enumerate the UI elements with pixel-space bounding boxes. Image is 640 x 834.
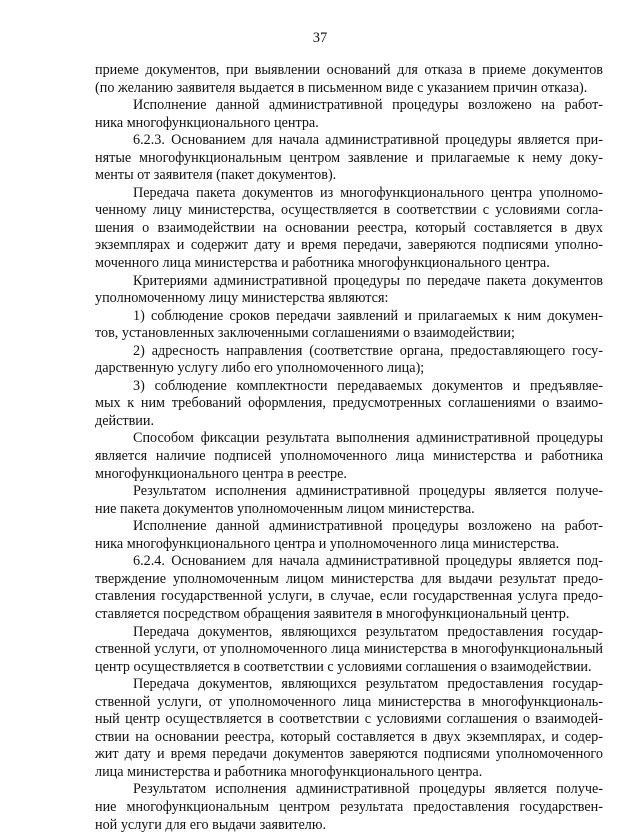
page-number: 37 [312,30,328,46]
paragraph [95,97,603,132]
text-line: менты от заявителя (пакет документов). [95,167,337,184]
text-line: 6.2.4. Основанием для начала административной процедуры является под- [133,553,603,570]
paragraph [95,132,603,185]
text-line: ной услуги для его выдачи заявителю. [95,816,327,833]
text-line: уполномоченному лицу министерства являются: [95,290,389,307]
text-line: Исполнение данной административной процедуры возложено на работ- [133,97,603,114]
text-line: шения о взаимодействии на основании реестра, который составляется в двух [95,219,603,236]
paragraph [95,553,603,623]
text-line: (по желанию заявителя выдается в письменном виде с указанием причин отказа). [95,79,588,96]
text-line: ставляется посредством обращения заявителя в многофункциональный центр. [95,605,570,622]
paragraph [95,308,603,343]
paragraph [95,518,603,553]
text-line: тов, установленных заключенными соглашениями о взаимодействии; [95,325,515,342]
text-line: 6.2.3. Основанием для начала административной процедуры является при- [133,132,603,149]
paragraph [95,624,603,677]
text-line: ствии на основании реестра, который составляется в двух экземплярах, и содер- [95,728,603,745]
paragraph [95,343,603,378]
text-line: ченному лицу министерства, осуществляется в соответствии с условиями согла- [95,202,603,219]
text-line: ставления государственной услуги, в случае, если государственная услуга предо- [95,588,603,605]
text-line: тверждение уполномоченным лицом министерства для выдачи результат предо- [95,570,603,587]
text-line: мых к ним требований оформления, предусмотренных соглашениями о взаимо- [95,395,603,412]
text-line: действии. [95,412,155,429]
paragraph [95,273,603,308]
text-line: ние пакета документов уполномоченным лицом министерства. [95,500,475,517]
text-line: Способом фиксации результата выполнения административной процедуры [133,430,603,447]
text-line: Исполнение данной административной процедуры возложено на работ- [133,518,603,535]
text-line: Передача документов, являющихся результатом предоставления государ- [133,623,603,640]
text-line: моченного лица министерства и работника многофункционального центра. [95,255,550,272]
text-line: Результатом исполнения административной процедуры является получе- [133,781,603,798]
text-line: ние многофункциональным центром результата предоставления государствен- [95,798,603,815]
text-line: ственной услуги, от уполномоченного лица министерства в многофункциональ- [95,693,603,710]
text-line: дарственную услугу либо его уполномоченного лица); [95,360,425,377]
paragraph [95,483,603,518]
text-line: ника многофункционального центра и уполномоченного лица министерства. [95,535,560,552]
text-line: лица министерства и работника многофункционального центра. [95,763,483,780]
text-line: ственной услуги, от уполномоченного лица министерства в многофункциональный [95,641,603,658]
text-line: ника многофункционального центра. [95,114,319,131]
text-line: Передача пакета документов из многофункционального центра уполномо- [133,184,603,201]
text-line: центр осуществляется в соответствии с условиями соглашения о взаимодействии. [95,658,592,675]
text-line: Критериями административной процедуры по передаче пакета документов [133,272,603,289]
text-line: ный центр осуществляется в соответствии с условиями соглашения о взаимодей- [95,711,603,728]
text-line: 3) соблюдение комплектности передаваемых документов и предъявляе- [133,377,603,394]
text-line: 2) адресность направления (соответствие органа, предоставляющего госу- [133,342,603,359]
text-line: экземплярах и содержит дату и время передачи, заверяются подписями уполно- [95,237,603,254]
paragraph [95,781,603,834]
text-line: является наличие подписей уполномоченного лица министерства и работника [95,448,603,465]
paragraph [95,430,603,483]
text-line: многофункционального центра в реестре. [95,465,347,482]
text-line: Результатом исполнения административной процедуры является получе- [133,483,603,500]
paragraph [95,185,603,273]
paragraph [95,378,603,431]
text-line: приеме документов, при выявлении оснований для отказа в приеме документов [95,62,603,78]
paragraph [95,62,603,97]
document-body [95,62,603,834]
text-line: нятые многофункциональным центром заявление и прилагаемые к нему доку- [95,149,603,166]
text-line: Передача документов, являющихся результатом предоставления государ- [133,676,603,693]
text-line: жит дату и время передачи документов заверяются подписями уполномоченного [95,746,603,763]
paragraph [95,676,603,781]
text-line: 1) соблюдение сроков передачи заявлений и прилагаемых к ним докумен- [133,307,603,324]
